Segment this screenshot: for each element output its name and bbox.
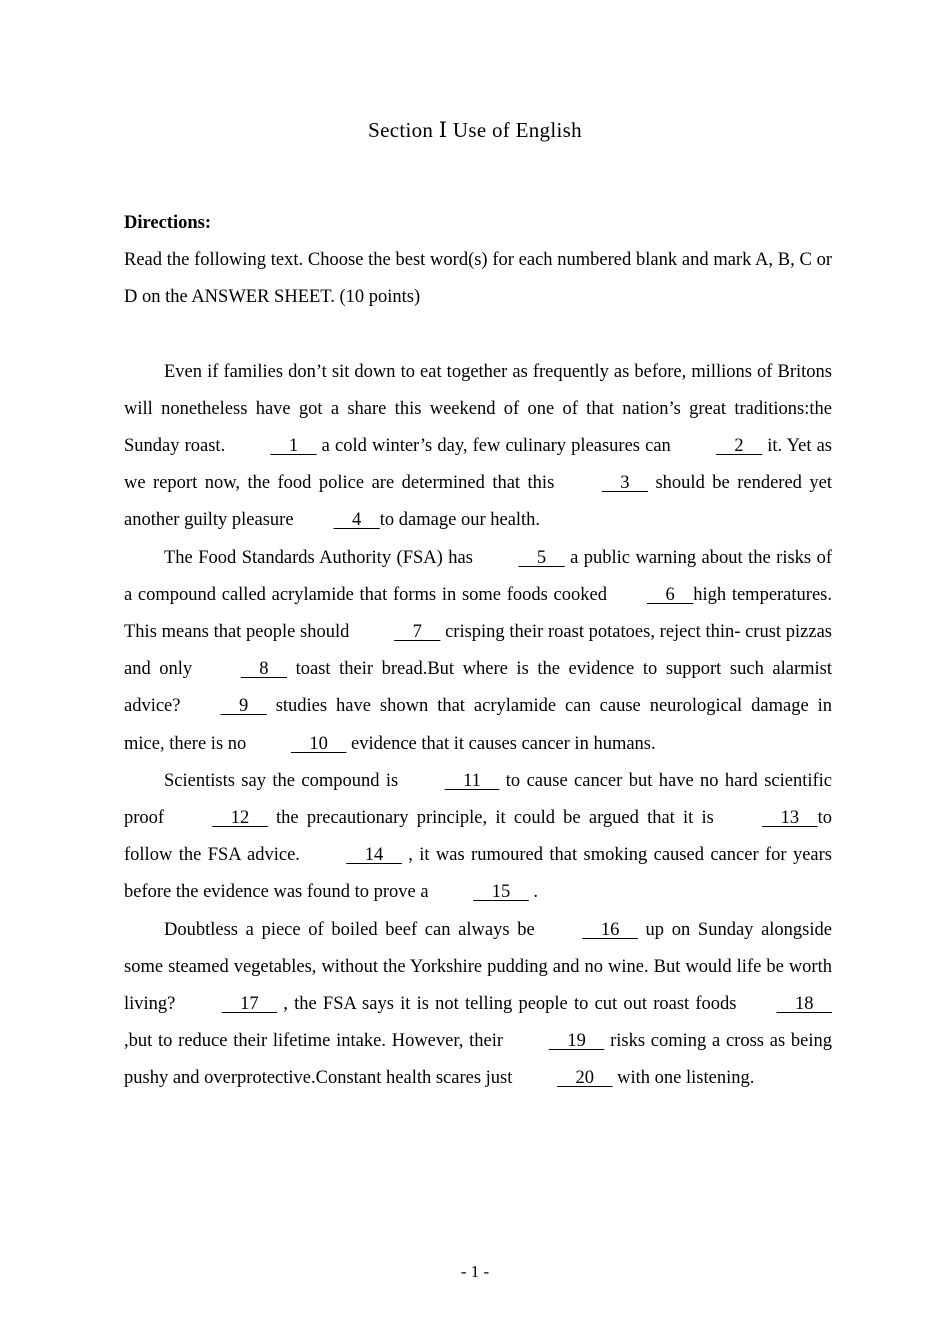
- passage-text: up on Sunday alongside some steamed vegetables, without the Yorkshire pudding and no wine. But would life be worth living?: [124, 919, 832, 1015]
- answer-blank-19: 19: [548, 1031, 605, 1052]
- section-title: Section Ⅰ Use of English: [368, 118, 582, 142]
- directions-heading: Directions:: [124, 213, 211, 233]
- cloze-passage: [124, 354, 832, 1098]
- passage-text: it. Yet as we report now, the food police are determined that this: [124, 436, 832, 494]
- answer-blank-12: 12: [212, 808, 268, 829]
- answer-blank-16: 16: [582, 919, 638, 940]
- passage-text: should be rendered yet another guilty pleasure: [124, 473, 832, 531]
- passage-text: studies have shown that acrylamide can cause neurological damage in mice, there is no: [124, 696, 832, 754]
- passage-text: ,but to reduce their lifetime intake. However, their: [124, 1031, 509, 1052]
- passage-text: crisping their roast potatoes, reject thin- crust pizzas and only: [124, 622, 832, 680]
- passage-paragraph: [124, 540, 832, 763]
- passage-text: to follow the FSA advice.: [124, 808, 832, 866]
- answer-blank-17: 17: [221, 994, 278, 1015]
- answer-blank-7: 7: [394, 622, 441, 643]
- passage-text: toast their bread.But where is the evidence to support such alarmist advice?: [124, 659, 832, 717]
- page-number: - 1 -: [460, 1262, 490, 1281]
- passage-text: risks coming a cross as being pushy and overprotective.Constant health scares just: [124, 1031, 832, 1089]
- passage-text: , it was rumoured that smoking caused cancer for years before the evidence was found to prove a: [124, 845, 832, 903]
- passage-text: , the FSA says it is not telling people to cut out roast foods: [277, 994, 737, 1015]
- answer-blank-9: 9: [220, 696, 267, 717]
- answer-blank-13: 13: [762, 808, 818, 829]
- passage-text: with one listening.: [612, 1068, 755, 1089]
- passage-text: a cold winter’s day, few culinary pleasures can: [316, 436, 676, 457]
- answer-blank-8: 8: [240, 659, 288, 680]
- passage-text: the precautionary principle, it could be argued that it is: [267, 808, 723, 829]
- answer-blank-11: 11: [444, 770, 500, 791]
- directions-text: Read the following text. Choose the best word(s) for each numbered blank and mark A, B, C or D on the ANSWER SHEET. (10 points): [124, 250, 832, 308]
- answer-blank-20: 20: [557, 1068, 613, 1089]
- answer-blank-3: 3: [601, 473, 648, 494]
- passage-text: Even if families don’t sit down to eat together as frequently as before, millions of Britons will nonetheless have got a share this weekend of one of that nation’s great traditions:the Sunday roast.: [124, 361, 832, 457]
- answer-blank-6: 6: [646, 584, 694, 605]
- answer-blank-18: 18: [776, 994, 832, 1015]
- passage-text: The Food Standards Authority (FSA) has: [164, 547, 479, 568]
- passage-text: high temperatures. This means that people should: [124, 584, 832, 643]
- answer-blank-15: 15: [473, 882, 529, 903]
- passage-paragraph: [124, 763, 832, 912]
- answer-blank-2: 2: [715, 436, 763, 457]
- answer-blank-14: 14: [346, 845, 402, 866]
- passage-text: to damage our health.: [379, 510, 541, 531]
- passage-text: evidence that it causes cancer in humans.: [346, 733, 656, 754]
- answer-blank-4: 4: [333, 510, 380, 531]
- passage-text: Scientists say the compound is: [164, 770, 405, 791]
- answer-blank-5: 5: [518, 547, 565, 568]
- passage-paragraph: [124, 354, 832, 540]
- passage-text: a public warning about the risks of a compound called acrylamide that forms in some foods cooked: [124, 547, 832, 605]
- document-body: [124, 205, 832, 1098]
- passage-text: .: [528, 882, 538, 903]
- passage-paragraph: [124, 912, 832, 1098]
- answer-blank-1: 1: [270, 436, 317, 457]
- answer-blank-10: 10: [290, 733, 347, 754]
- passage-text: Doubtless a piece of boiled beef can always be: [164, 919, 543, 940]
- passage-text: to cause cancer but have no hard scientific proof: [124, 770, 832, 829]
